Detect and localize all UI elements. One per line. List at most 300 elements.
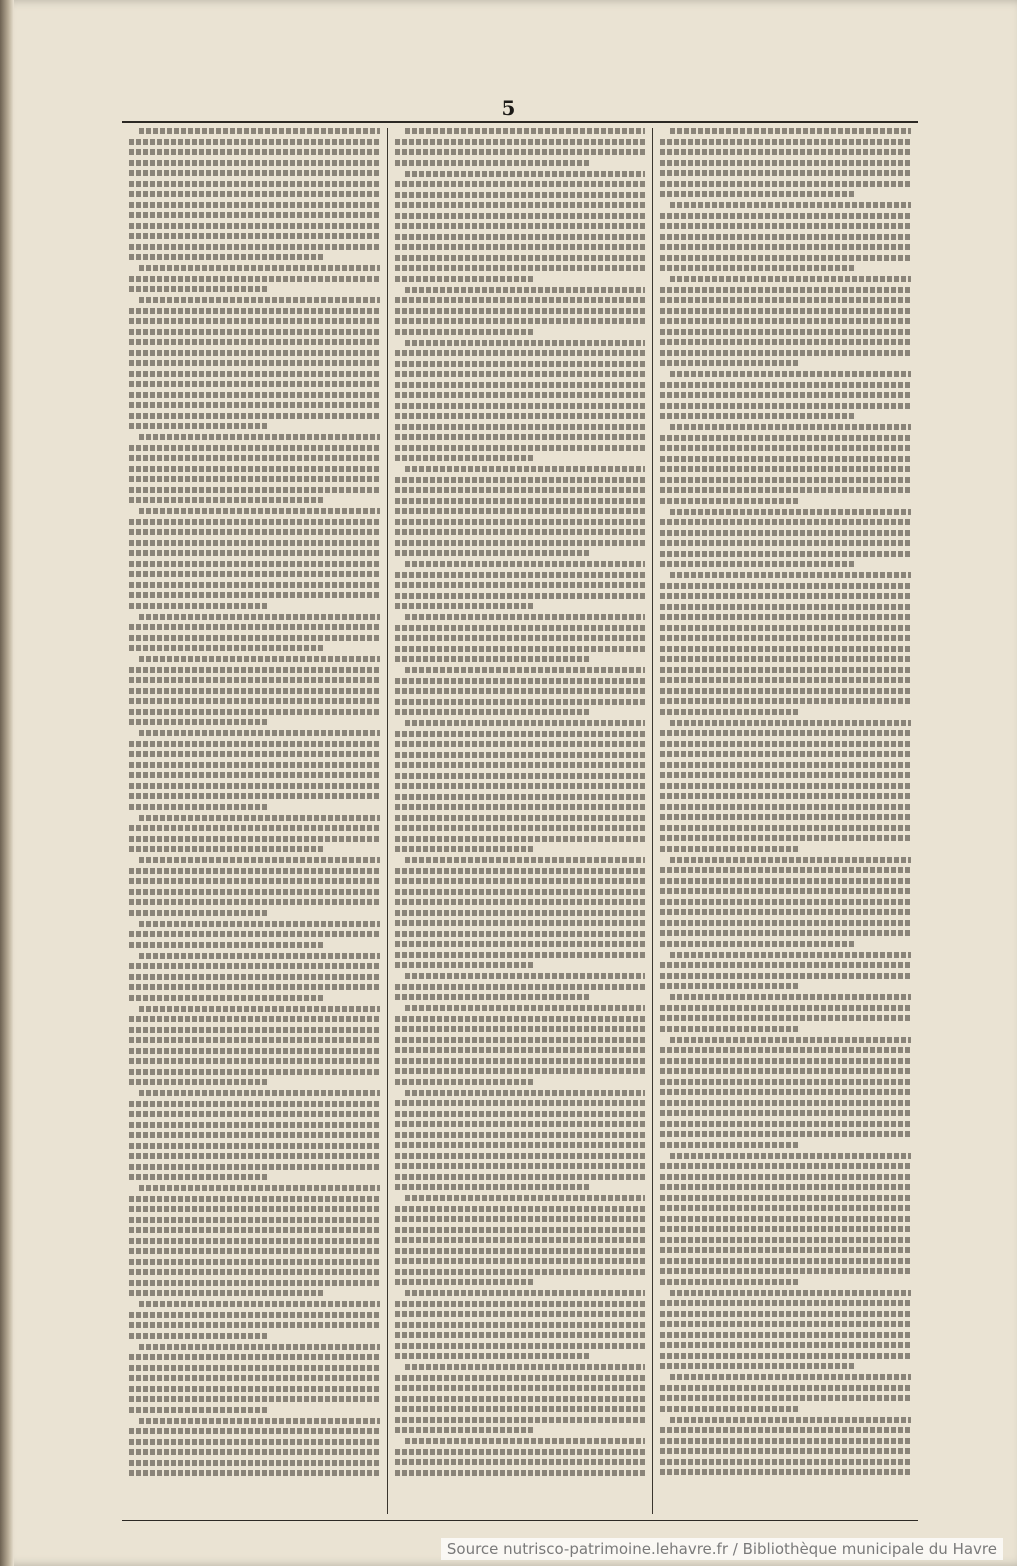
illegible-text-line bbox=[660, 1353, 911, 1359]
illegible-text-line bbox=[129, 423, 267, 429]
illegible-paragraph bbox=[660, 720, 911, 852]
illegible-paragraph bbox=[129, 434, 380, 503]
illegible-text-line bbox=[660, 814, 911, 820]
illegible-text-line bbox=[660, 1026, 798, 1032]
illegible-text-line bbox=[660, 160, 911, 166]
illegible-text-line bbox=[129, 497, 325, 503]
illegible-text-line bbox=[660, 255, 911, 261]
illegible-text-line bbox=[139, 128, 380, 134]
illegible-text-line bbox=[395, 1111, 646, 1117]
illegible-paragraph bbox=[660, 202, 911, 271]
illegible-text-line bbox=[129, 1227, 380, 1233]
illegible-text-line bbox=[395, 350, 646, 356]
illegible-text-line bbox=[660, 382, 911, 388]
illegible-text-line bbox=[129, 254, 325, 260]
illegible-text-line bbox=[395, 361, 646, 367]
illegible-text-line bbox=[660, 899, 911, 905]
illegible-text-line bbox=[660, 635, 911, 641]
illegible-text-line bbox=[395, 1100, 646, 1106]
illegible-text-line bbox=[129, 624, 380, 630]
illegible-paragraph bbox=[129, 128, 380, 260]
illegible-text-line bbox=[660, 234, 911, 240]
illegible-text-line bbox=[405, 1090, 646, 1096]
illegible-text-line bbox=[139, 297, 380, 303]
illegible-text-line bbox=[129, 360, 380, 366]
illegible-text-line bbox=[129, 1058, 380, 1064]
illegible-text-line bbox=[395, 234, 646, 240]
illegible-text-line bbox=[395, 656, 591, 662]
illegible-text-line bbox=[139, 953, 380, 959]
illegible-text-line bbox=[660, 1195, 911, 1201]
illegible-paragraph bbox=[129, 1185, 380, 1296]
illegible-text-line bbox=[395, 276, 533, 282]
illegible-text-line bbox=[660, 466, 911, 472]
illegible-paragraph bbox=[395, 561, 646, 609]
illegible-text-line bbox=[660, 561, 856, 567]
illegible-text-line bbox=[395, 1406, 646, 1412]
illegible-text-line bbox=[129, 899, 380, 905]
illegible-text-line bbox=[670, 1374, 911, 1380]
illegible-text-line bbox=[660, 1226, 911, 1232]
illegible-text-line bbox=[395, 1047, 646, 1053]
article-columns bbox=[122, 128, 918, 1514]
illegible-text-line bbox=[660, 941, 856, 947]
illegible-text-line bbox=[660, 1321, 911, 1327]
illegible-text-line bbox=[405, 287, 646, 293]
illegible-text-line bbox=[129, 995, 325, 1001]
illegible-paragraph bbox=[660, 857, 911, 947]
column-right bbox=[653, 128, 918, 1514]
illegible-text-line bbox=[660, 825, 911, 831]
illegible-text-line bbox=[129, 793, 380, 799]
illegible-text-line bbox=[129, 603, 267, 609]
illegible-text-line bbox=[129, 868, 380, 874]
binding-spine bbox=[0, 0, 14, 1566]
illegible-text-line bbox=[129, 1354, 380, 1360]
illegible-text-line bbox=[670, 424, 911, 430]
illegible-text-line bbox=[129, 1122, 380, 1128]
illegible-text-line bbox=[660, 1427, 911, 1433]
illegible-text-line bbox=[129, 571, 380, 577]
illegible-text-line bbox=[395, 181, 646, 187]
illegible-text-line bbox=[660, 1205, 911, 1211]
illegible-text-line bbox=[660, 445, 911, 451]
illegible-text-line bbox=[660, 360, 798, 366]
illegible-text-line bbox=[395, 455, 533, 461]
column-middle bbox=[388, 128, 654, 1514]
illegible-text-line bbox=[129, 181, 380, 187]
illegible-text-line bbox=[129, 931, 380, 937]
illegible-text-line bbox=[660, 909, 911, 915]
illegible-text-line bbox=[670, 952, 911, 958]
illegible-text-line bbox=[395, 1227, 646, 1233]
illegible-paragraph bbox=[660, 1037, 911, 1148]
column-left bbox=[122, 128, 388, 1514]
illegible-text-line bbox=[129, 540, 380, 546]
illegible-text-line bbox=[395, 846, 533, 852]
illegible-paragraph bbox=[129, 953, 380, 1001]
illegible-text-line bbox=[395, 1058, 646, 1064]
illegible-text-line bbox=[129, 846, 325, 852]
illegible-text-line bbox=[395, 297, 646, 303]
illegible-text-line bbox=[129, 1290, 325, 1296]
illegible-text-line bbox=[660, 244, 911, 250]
illegible-paragraph bbox=[395, 287, 646, 335]
illegible-text-line bbox=[129, 1386, 380, 1392]
illegible-text-line bbox=[660, 1448, 911, 1454]
illegible-text-line bbox=[395, 1279, 533, 1285]
illegible-text-line bbox=[129, 529, 380, 535]
illegible-text-line bbox=[395, 487, 646, 493]
illegible-text-line bbox=[660, 667, 911, 673]
illegible-text-line bbox=[395, 709, 591, 715]
illegible-text-line bbox=[395, 1184, 591, 1190]
illegible-text-line bbox=[660, 339, 911, 345]
illegible-paragraph bbox=[660, 276, 911, 366]
illegible-text-line bbox=[395, 762, 646, 768]
illegible-text-line bbox=[660, 487, 911, 493]
illegible-text-line bbox=[395, 741, 646, 747]
illegible-paragraph bbox=[660, 1290, 911, 1370]
illegible-text-line bbox=[660, 962, 911, 968]
illegible-text-line bbox=[129, 466, 380, 472]
illegible-text-line bbox=[129, 1312, 380, 1318]
illegible-paragraph bbox=[395, 1090, 646, 1191]
illegible-text-line bbox=[395, 878, 646, 884]
illegible-text-line bbox=[129, 371, 380, 377]
illegible-text-line bbox=[129, 381, 380, 387]
illegible-text-line bbox=[129, 1439, 380, 1445]
illegible-paragraph bbox=[660, 1153, 911, 1285]
illegible-text-line bbox=[660, 413, 856, 419]
illegible-text-line bbox=[670, 720, 911, 726]
page-number: 5 bbox=[501, 96, 516, 120]
illegible-text-line bbox=[660, 1279, 798, 1285]
illegible-text-line bbox=[660, 1469, 911, 1475]
illegible-text-line bbox=[395, 213, 646, 219]
illegible-text-line bbox=[129, 1375, 380, 1381]
illegible-text-line bbox=[660, 297, 911, 303]
illegible-text-line bbox=[660, 519, 911, 525]
illegible-text-line bbox=[395, 984, 646, 990]
illegible-text-line bbox=[129, 392, 380, 398]
illegible-text-line bbox=[129, 1449, 380, 1455]
illegible-text-line bbox=[395, 1248, 646, 1254]
illegible-text-line bbox=[660, 392, 911, 398]
footer-rule bbox=[122, 1520, 918, 1521]
illegible-text-line bbox=[395, 1427, 533, 1433]
illegible-text-line bbox=[129, 276, 380, 282]
illegible-text-line bbox=[395, 508, 646, 514]
illegible-paragraph bbox=[129, 1344, 380, 1413]
illegible-text-line bbox=[395, 941, 646, 947]
illegible-paragraph bbox=[395, 1005, 646, 1085]
illegible-text-line bbox=[129, 592, 380, 598]
illegible-text-line bbox=[129, 233, 380, 239]
illegible-text-line bbox=[405, 171, 646, 177]
illegible-text-line bbox=[129, 1259, 380, 1265]
illegible-text-line bbox=[660, 1184, 911, 1190]
illegible-text-line bbox=[129, 963, 380, 969]
illegible-text-line bbox=[660, 920, 911, 926]
illegible-text-line bbox=[395, 635, 646, 641]
illegible-text-line bbox=[129, 1365, 380, 1371]
illegible-text-line bbox=[129, 455, 380, 461]
illegible-text-line bbox=[660, 1216, 911, 1222]
illegible-text-line bbox=[660, 1110, 911, 1116]
illegible-text-line bbox=[660, 835, 911, 841]
illegible-text-line bbox=[129, 244, 380, 250]
illegible-text-line bbox=[395, 920, 646, 926]
illegible-text-line bbox=[395, 752, 646, 758]
illegible-text-line bbox=[129, 1333, 267, 1339]
illegible-paragraph bbox=[395, 171, 646, 282]
illegible-text-line bbox=[395, 1258, 646, 1264]
illegible-text-line bbox=[660, 1089, 911, 1095]
illegible-text-line bbox=[660, 1174, 911, 1180]
illegible-paragraph bbox=[395, 1290, 646, 1359]
illegible-text-line bbox=[139, 614, 380, 620]
illegible-text-line bbox=[660, 646, 911, 652]
illegible-text-line bbox=[660, 1142, 798, 1148]
illegible-text-line bbox=[660, 604, 911, 610]
illegible-text-line bbox=[395, 836, 646, 842]
illegible-text-line bbox=[660, 1385, 911, 1391]
illegible-text-line bbox=[395, 477, 646, 483]
illegible-text-line bbox=[395, 962, 533, 968]
illegible-text-line bbox=[670, 1417, 911, 1423]
illegible-text-line bbox=[405, 857, 646, 863]
illegible-text-line bbox=[129, 836, 380, 842]
illegible-text-line bbox=[395, 910, 646, 916]
illegible-text-line bbox=[129, 1238, 380, 1244]
illegible-text-line bbox=[660, 783, 911, 789]
illegible-text-line bbox=[129, 762, 380, 768]
illegible-text-line bbox=[395, 1153, 646, 1159]
illegible-text-line bbox=[129, 550, 380, 556]
illegible-text-line bbox=[395, 994, 591, 1000]
illegible-text-line bbox=[129, 561, 380, 567]
illegible-text-line bbox=[395, 192, 646, 198]
illegible-text-line bbox=[395, 1459, 646, 1465]
illegible-text-line bbox=[660, 1163, 911, 1169]
illegible-text-line bbox=[129, 1101, 380, 1107]
illegible-text-line bbox=[395, 825, 646, 831]
illegible-paragraph bbox=[395, 720, 646, 852]
illegible-text-line bbox=[670, 128, 911, 134]
illegible-text-line bbox=[395, 244, 646, 250]
illegible-text-line bbox=[660, 149, 911, 155]
illegible-text-line bbox=[405, 466, 646, 472]
illegible-text-line bbox=[660, 1047, 911, 1053]
illegible-text-line bbox=[660, 973, 911, 979]
illegible-text-line bbox=[660, 1342, 911, 1348]
illegible-text-line bbox=[670, 572, 911, 578]
illegible-text-line bbox=[395, 1353, 591, 1359]
illegible-text-line bbox=[660, 983, 798, 989]
illegible-text-line bbox=[129, 889, 380, 895]
illegible-text-line bbox=[660, 498, 798, 504]
illegible-text-line bbox=[129, 825, 380, 831]
illegible-text-line bbox=[660, 477, 911, 483]
illegible-paragraph bbox=[395, 1438, 646, 1476]
illegible-text-line bbox=[139, 265, 380, 271]
illegible-text-line bbox=[129, 667, 380, 673]
illegible-text-line bbox=[660, 1438, 911, 1444]
illegible-text-line bbox=[405, 1364, 646, 1370]
illegible-text-line bbox=[129, 139, 380, 145]
illegible-text-line bbox=[660, 318, 911, 324]
illegible-text-line bbox=[395, 678, 646, 684]
illegible-paragraph bbox=[129, 1301, 380, 1339]
illegible-text-line bbox=[405, 128, 646, 134]
illegible-text-line bbox=[129, 308, 380, 314]
illegible-text-line bbox=[395, 625, 646, 631]
illegible-paragraph bbox=[395, 667, 646, 715]
illegible-text-line bbox=[660, 1268, 911, 1274]
illegible-text-line bbox=[395, 1343, 646, 1349]
illegible-text-line bbox=[129, 984, 380, 990]
illegible-text-line bbox=[395, 540, 646, 546]
illegible-text-line bbox=[405, 720, 646, 726]
illegible-text-line bbox=[129, 212, 380, 218]
illegible-paragraph bbox=[660, 424, 911, 504]
illegible-text-line bbox=[395, 783, 646, 789]
illegible-text-line bbox=[660, 403, 911, 409]
illegible-text-line bbox=[660, 1395, 911, 1401]
illegible-text-line bbox=[395, 318, 646, 324]
illegible-text-line bbox=[395, 382, 646, 388]
illegible-paragraph bbox=[395, 128, 646, 166]
illegible-text-line bbox=[129, 878, 380, 884]
illegible-text-line bbox=[395, 265, 646, 271]
illegible-text-line bbox=[139, 656, 380, 662]
illegible-text-line bbox=[129, 1016, 380, 1022]
illegible-text-line bbox=[405, 973, 646, 979]
illegible-text-line bbox=[395, 699, 646, 705]
illegible-text-line bbox=[660, 1121, 911, 1127]
illegible-text-line bbox=[660, 435, 911, 441]
illegible-text-line bbox=[129, 804, 267, 810]
illegible-text-line bbox=[395, 403, 646, 409]
illegible-text-line bbox=[660, 698, 911, 704]
illegible-text-line bbox=[660, 867, 911, 873]
illegible-text-line bbox=[395, 1079, 533, 1085]
illegible-text-line bbox=[129, 1248, 380, 1254]
illegible-text-line bbox=[395, 1311, 646, 1317]
illegible-text-line bbox=[660, 930, 911, 936]
illegible-text-line bbox=[660, 223, 911, 229]
illegible-text-line bbox=[395, 1269, 646, 1275]
illegible-paragraph bbox=[660, 952, 911, 990]
illegible-text-line bbox=[670, 509, 911, 515]
illegible-text-line bbox=[129, 160, 380, 166]
illegible-paragraph bbox=[129, 815, 380, 853]
illegible-text-line bbox=[660, 1459, 911, 1465]
illegible-text-line bbox=[395, 255, 646, 261]
illegible-text-line bbox=[660, 1258, 911, 1264]
illegible-text-line bbox=[395, 1068, 646, 1074]
illegible-text-line bbox=[395, 1174, 646, 1180]
illegible-text-line bbox=[129, 942, 325, 948]
illegible-text-line bbox=[139, 1090, 380, 1096]
illegible-text-line bbox=[660, 287, 911, 293]
illegible-text-line bbox=[129, 1217, 380, 1223]
illegible-text-line bbox=[660, 741, 911, 747]
illegible-text-line bbox=[395, 149, 646, 155]
illegible-text-line bbox=[139, 730, 380, 736]
illegible-text-line bbox=[660, 730, 911, 736]
illegible-text-line bbox=[660, 456, 911, 462]
illegible-text-line bbox=[139, 1185, 380, 1191]
illegible-paragraph bbox=[129, 297, 380, 429]
illegible-text-line bbox=[129, 698, 380, 704]
illegible-paragraph bbox=[660, 994, 911, 1032]
illegible-text-line bbox=[395, 498, 646, 504]
illegible-text-line bbox=[395, 1206, 646, 1212]
illegible-text-line bbox=[129, 476, 380, 482]
illegible-text-line bbox=[129, 1027, 380, 1033]
illegible-text-line bbox=[660, 793, 911, 799]
illegible-paragraph bbox=[660, 572, 911, 715]
illegible-text-line bbox=[660, 751, 911, 757]
illegible-paragraph bbox=[395, 340, 646, 462]
illegible-text-line bbox=[129, 772, 380, 778]
illegible-text-line bbox=[395, 550, 591, 556]
illegible-text-line bbox=[395, 392, 646, 398]
illegible-text-line bbox=[129, 1143, 380, 1149]
illegible-text-line bbox=[660, 878, 911, 884]
illegible-paragraph bbox=[395, 1364, 646, 1433]
illegible-text-line bbox=[395, 1375, 646, 1381]
illegible-text-line bbox=[395, 139, 646, 145]
illegible-text-line bbox=[129, 1322, 380, 1328]
illegible-text-line bbox=[405, 561, 646, 567]
illegible-text-line bbox=[660, 308, 911, 314]
illegible-text-line bbox=[670, 994, 911, 1000]
illegible-text-line bbox=[129, 487, 380, 493]
illegible-text-line bbox=[139, 815, 380, 821]
illegible-text-line bbox=[395, 868, 646, 874]
illegible-paragraph bbox=[395, 1195, 646, 1285]
illegible-text-line bbox=[660, 1311, 911, 1317]
illegible-text-line bbox=[660, 1100, 911, 1106]
illegible-text-line bbox=[660, 213, 911, 219]
illegible-text-line bbox=[660, 846, 798, 852]
illegible-text-line bbox=[660, 1406, 798, 1412]
illegible-text-line bbox=[660, 191, 856, 197]
illegible-text-line bbox=[660, 551, 911, 557]
illegible-text-line bbox=[660, 1332, 911, 1338]
illegible-text-line bbox=[129, 1037, 380, 1043]
illegible-text-line bbox=[660, 1005, 911, 1011]
illegible-paragraph bbox=[660, 1417, 911, 1476]
illegible-paragraph bbox=[395, 466, 646, 556]
illegible-text-line bbox=[129, 413, 380, 419]
illegible-text-line bbox=[129, 1428, 380, 1434]
illegible-text-line bbox=[395, 1470, 646, 1476]
illegible-text-line bbox=[129, 1196, 380, 1202]
illegible-paragraph bbox=[129, 508, 380, 609]
illegible-text-line bbox=[660, 688, 911, 694]
illegible-text-line bbox=[395, 646, 646, 652]
illegible-text-line bbox=[129, 191, 380, 197]
illegible-text-line bbox=[395, 371, 646, 377]
illegible-text-line bbox=[129, 1079, 267, 1085]
illegible-paragraph bbox=[129, 921, 380, 948]
illegible-text-line bbox=[395, 1322, 646, 1328]
illegible-text-line bbox=[129, 1048, 380, 1054]
